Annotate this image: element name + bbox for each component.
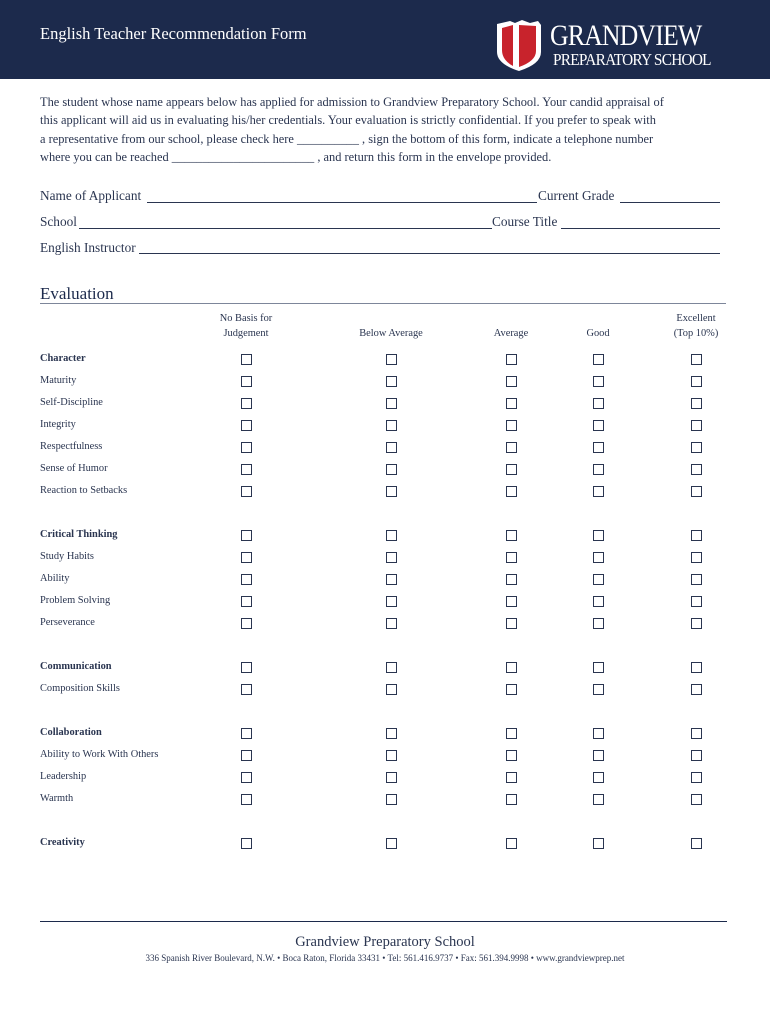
rating-checkbox[interactable] <box>506 838 517 849</box>
rating-checkbox[interactable] <box>386 618 397 629</box>
criterion-label: Maturity <box>40 375 77 386</box>
intro-line: a representative from our school, please check here __________ , sign the bottom of this form, indicate a telephone number <box>40 131 654 146</box>
rating-checkbox[interactable] <box>386 596 397 607</box>
grade-input-line[interactable] <box>620 202 720 203</box>
column-header-line <box>543 311 653 326</box>
rating-checkbox[interactable] <box>241 596 252 607</box>
category-label: Communication <box>40 661 112 672</box>
rating-checkbox[interactable] <box>241 838 252 849</box>
column-header-line: Average <box>493 328 529 339</box>
rating-checkbox[interactable] <box>386 442 397 453</box>
criterion-label: Study Habits <box>40 551 94 562</box>
footer-school-name: Grandview Preparatory School <box>295 934 475 950</box>
criterion-label: Reaction to Setbacks <box>40 485 128 496</box>
rating-checkbox[interactable] <box>241 750 252 761</box>
course-title-input-line[interactable] <box>561 228 720 229</box>
course-title-label: Course Title <box>492 214 558 229</box>
criterion-label: Self-Discipline <box>40 397 103 408</box>
column-header-line: No Basis for <box>219 313 273 324</box>
school-input-line[interactable] <box>79 228 492 229</box>
criterion-label: Respectfulness <box>40 441 103 452</box>
rating-checkbox[interactable] <box>506 618 517 629</box>
school-logo <box>494 20 734 72</box>
rating-checkbox[interactable] <box>386 354 397 365</box>
column-header <box>641 311 751 341</box>
rating-checkbox[interactable] <box>241 398 252 409</box>
rating-checkbox[interactable] <box>386 794 397 805</box>
rating-checkbox[interactable] <box>691 684 702 695</box>
rating-checkbox[interactable] <box>506 376 517 387</box>
rating-checkbox[interactable] <box>691 552 702 563</box>
rating-checkbox[interactable] <box>691 838 702 849</box>
rating-checkbox[interactable] <box>506 442 517 453</box>
logo-subtitle: PREPARATORY SCHOOL <box>553 50 711 69</box>
rating-checkbox[interactable] <box>593 486 604 497</box>
rating-checkbox[interactable] <box>386 574 397 585</box>
criterion-label: Perseverance <box>40 617 95 628</box>
rating-checkbox[interactable] <box>593 750 604 761</box>
rating-checkbox[interactable] <box>691 376 702 387</box>
category-label: Collaboration <box>40 727 102 738</box>
rating-checkbox[interactable] <box>241 574 252 585</box>
rating-checkbox[interactable] <box>506 354 517 365</box>
intro-paragraph <box>40 93 740 166</box>
rating-checkbox[interactable] <box>241 662 252 673</box>
rating-checkbox[interactable] <box>386 772 397 783</box>
column-header-line: (Top 10%) <box>673 328 719 339</box>
rating-checkbox[interactable] <box>386 662 397 673</box>
rating-checkbox[interactable] <box>691 574 702 585</box>
instructor-label: English Instructor <box>40 240 136 255</box>
rating-checkbox[interactable] <box>241 376 252 387</box>
column-header-line: Good <box>586 328 610 339</box>
rating-checkbox[interactable] <box>691 772 702 783</box>
rating-checkbox[interactable] <box>506 574 517 585</box>
rating-checkbox[interactable] <box>691 486 702 497</box>
rating-checkbox[interactable] <box>241 618 252 629</box>
rating-checkbox[interactable] <box>386 464 397 475</box>
rating-checkbox[interactable] <box>506 750 517 761</box>
criterion-label: Sense of Humor <box>40 463 108 474</box>
rating-checkbox[interactable] <box>593 552 604 563</box>
rating-checkbox[interactable] <box>241 772 252 783</box>
column-header <box>543 311 653 341</box>
category-label: Creativity <box>40 837 85 848</box>
rating-checkbox[interactable] <box>691 750 702 761</box>
rating-checkbox[interactable] <box>593 662 604 673</box>
rating-checkbox[interactable] <box>241 354 252 365</box>
criterion-label: Integrity <box>40 419 76 430</box>
rating-checkbox[interactable] <box>691 354 702 365</box>
rating-checkbox[interactable] <box>691 662 702 673</box>
category-label: Character <box>40 353 86 364</box>
rating-checkbox[interactable] <box>241 442 252 453</box>
rating-checkbox[interactable] <box>241 794 252 805</box>
rating-checkbox[interactable] <box>506 772 517 783</box>
rating-checkbox[interactable] <box>691 618 702 629</box>
rating-checkbox[interactable] <box>386 552 397 563</box>
rating-checkbox[interactable] <box>386 750 397 761</box>
column-header-line <box>336 311 446 326</box>
rating-checkbox[interactable] <box>506 552 517 563</box>
rating-checkbox[interactable] <box>241 420 252 431</box>
rating-checkbox[interactable] <box>593 442 604 453</box>
evaluation-heading: Evaluation <box>40 284 114 303</box>
name-label: Name of Applicant <box>40 188 142 203</box>
criterion-label: Warmth <box>40 793 74 804</box>
column-header-line: Excellent <box>676 313 716 324</box>
rating-checkbox[interactable] <box>241 464 252 475</box>
rating-checkbox[interactable] <box>506 530 517 541</box>
instructor-input-line[interactable] <box>139 253 720 254</box>
rating-checkbox[interactable] <box>593 772 604 783</box>
name-input-line[interactable] <box>147 202 537 203</box>
rating-checkbox[interactable] <box>593 728 604 739</box>
rating-checkbox[interactable] <box>506 596 517 607</box>
rating-checkbox[interactable] <box>593 398 604 409</box>
rating-checkbox[interactable] <box>593 684 604 695</box>
criterion-label: Ability to Work With Others <box>40 749 159 760</box>
header-banner <box>0 0 770 79</box>
rating-checkbox[interactable] <box>593 420 604 431</box>
evaluation-divider <box>40 303 726 304</box>
rating-checkbox[interactable] <box>386 376 397 387</box>
rating-checkbox[interactable] <box>691 442 702 453</box>
rating-checkbox[interactable] <box>593 794 604 805</box>
criterion-label: Ability <box>40 573 70 584</box>
rating-checkbox[interactable] <box>241 728 252 739</box>
rating-checkbox[interactable] <box>506 794 517 805</box>
form-title: English Teacher Recommendation Form <box>40 24 307 43</box>
rating-checkbox[interactable] <box>386 684 397 695</box>
rating-checkbox[interactable] <box>241 552 252 563</box>
rating-checkbox[interactable] <box>691 530 702 541</box>
intro-line: where you can be reached _______________________ , and return this form in the envelope provided. <box>40 149 552 164</box>
rating-checkbox[interactable] <box>691 728 702 739</box>
rating-checkbox[interactable] <box>593 596 604 607</box>
school-label: School <box>40 214 77 229</box>
rating-checkbox[interactable] <box>593 618 604 629</box>
logo-wordmark: GRANDVIEW <box>550 19 702 52</box>
rating-checkbox[interactable] <box>593 574 604 585</box>
crest-icon <box>494 20 544 72</box>
rating-checkbox[interactable] <box>691 420 702 431</box>
criterion-label: Leadership <box>40 771 87 782</box>
footer-divider <box>40 921 727 922</box>
rating-checkbox[interactable] <box>386 398 397 409</box>
rating-checkbox[interactable] <box>691 794 702 805</box>
category-label: Critical Thinking <box>40 529 118 540</box>
rating-checkbox[interactable] <box>506 420 517 431</box>
criterion-label: Composition Skills <box>40 683 120 694</box>
rating-checkbox[interactable] <box>593 464 604 475</box>
rating-checkbox[interactable] <box>506 662 517 673</box>
column-header-line: Below Average <box>359 328 423 339</box>
rating-checkbox[interactable] <box>593 376 604 387</box>
rating-checkbox[interactable] <box>506 486 517 497</box>
rating-checkbox[interactable] <box>386 486 397 497</box>
rating-checkbox[interactable] <box>691 464 702 475</box>
intro-line: this applicant will aid us in evaluating his/her credentials. Your evaluation is strictly confidential. If you prefer to speak with <box>40 113 656 128</box>
rating-checkbox[interactable] <box>506 398 517 409</box>
column-header-line: Judgement <box>223 328 269 339</box>
rating-checkbox[interactable] <box>691 398 702 409</box>
rating-checkbox[interactable] <box>506 684 517 695</box>
intro-line: The student whose name appears below has applied for admission to Grandview Preparatory School. Your candid appraisal of <box>40 95 664 109</box>
rating-checkbox[interactable] <box>241 486 252 497</box>
rating-checkbox[interactable] <box>386 530 397 541</box>
grade-label: Current Grade <box>538 188 615 203</box>
criterion-label: Problem Solving <box>40 595 111 606</box>
rating-checkbox[interactable] <box>386 728 397 739</box>
rating-checkbox[interactable] <box>241 530 252 541</box>
rating-checkbox[interactable] <box>241 684 252 695</box>
rating-checkbox[interactable] <box>506 464 517 475</box>
footer-address: 336 Spanish River Boulevard, N.W. • Boca Raton, Florida 33431 • Tel: 561.416.9737 • Fax: 561.394.9998 • www.grandviewprep.net <box>145 953 625 963</box>
rating-checkbox[interactable] <box>593 354 604 365</box>
rating-checkbox[interactable] <box>386 420 397 431</box>
column-header <box>191 311 301 341</box>
rating-checkbox[interactable] <box>691 596 702 607</box>
column-header <box>336 311 446 341</box>
rating-checkbox[interactable] <box>593 530 604 541</box>
rating-checkbox[interactable] <box>506 728 517 739</box>
rating-checkbox[interactable] <box>593 838 604 849</box>
rating-checkbox[interactable] <box>386 838 397 849</box>
